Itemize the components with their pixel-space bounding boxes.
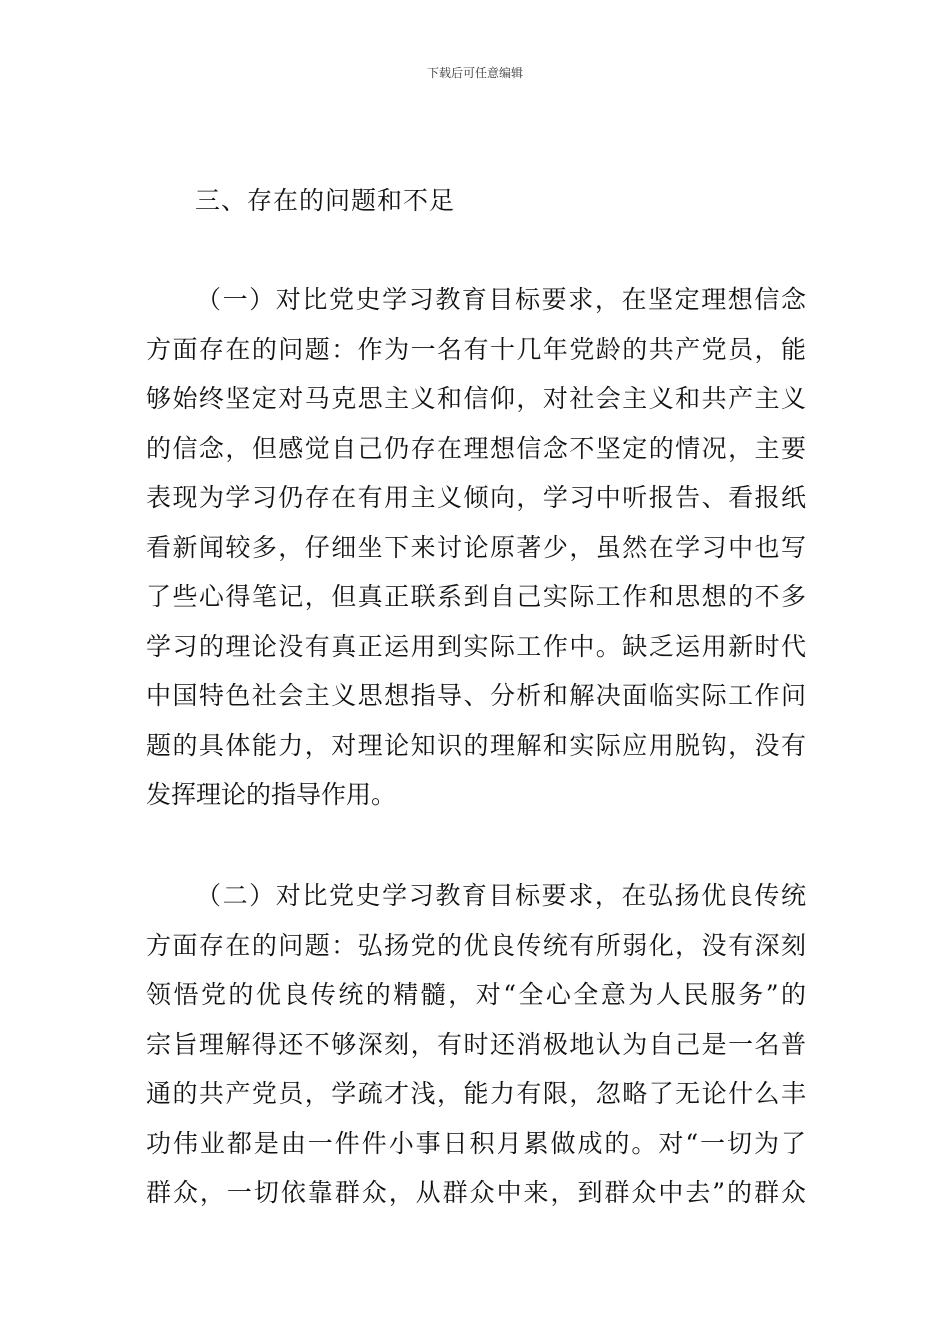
text-line: 方面存在的问题：弘扬党的优良传统有所弱化，没有深刻 — [146, 930, 806, 960]
text-line: 够始终坚定对马克思主义和信仰，对社会主义和共产主义 — [146, 384, 806, 413]
paragraph-1 — [146, 275, 806, 820]
text-line: 表现为学习仍存在有用主义倾向，学习中听报告、看报纸 — [146, 483, 806, 512]
text-line: （二）对比党史学习教育目标要求，在弘扬优良传统 — [196, 881, 806, 910]
text-line: 方面存在的问题：作为一名有十几年党龄的共产党员，能 — [146, 334, 806, 364]
text-line: 了些心得笔记，但真正联系到自己实际工作和思想的不多 — [146, 582, 806, 611]
text-line: 发挥理论的指导作用。 — [146, 780, 397, 809]
section-heading: 三、存在的问题和不足 — [195, 186, 456, 215]
text-line: 功伟业都是由一件件小事日积月累做成的。对“一切为了 — [146, 1128, 806, 1158]
text-line: 通的共产党员，学疏才浅，能力有限，忽略了无论什么丰 — [146, 1079, 806, 1108]
paragraph-2 — [146, 871, 806, 1218]
text-line: 看新闻较多，仔细坐下来讨论原著少，虽然在学习中也写 — [146, 532, 806, 562]
text-line: （一）对比党史学习教育目标要求，在坚定理想信念 — [196, 285, 806, 314]
text-line: 学习的理论没有真正运用到实际工作中。缺乏运用新时代 — [146, 631, 806, 661]
text-line: 领悟党的优良传统的精髓，对“全心全意为人民服务”的 — [146, 980, 806, 1009]
text-line: 中国特色社会主义思想指导、分析和解决面临实际工作问 — [146, 681, 806, 710]
page-header: 下载后可任意编辑 — [426, 66, 523, 80]
text-line: 题的具体能力，对理论知识的理解和实际应用脱钩，没有 — [146, 730, 806, 760]
text-line: 宗旨理解得还不够深刻，有时还消极地认为自己是一名普 — [146, 1029, 806, 1059]
text-line: 的信念，但感觉自己仍存在理想信念不坚定的情况，主要 — [146, 433, 806, 463]
text-line: 群众，一切依靠群众，从群众中来，到群众中去”的群众 — [146, 1178, 806, 1207]
